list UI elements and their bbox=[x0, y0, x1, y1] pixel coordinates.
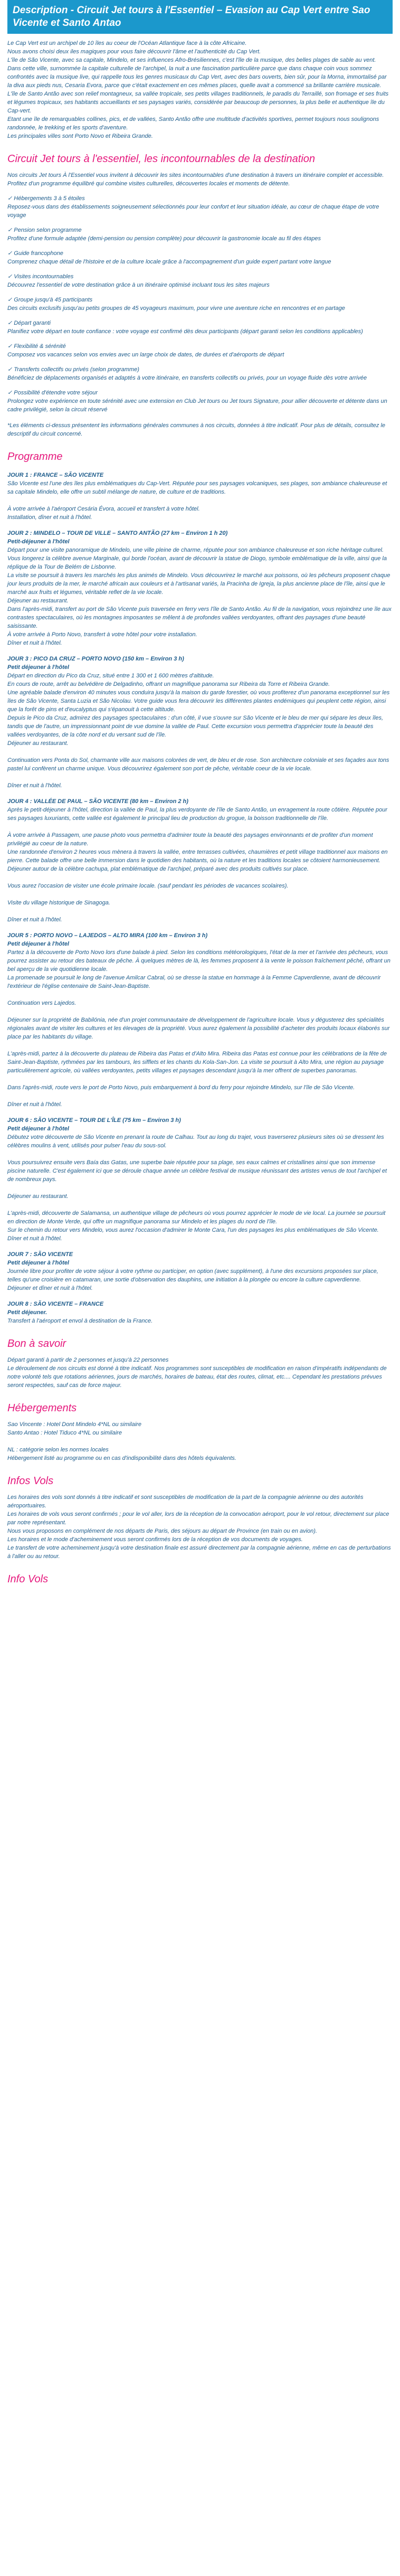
info-vols-heading: Info Vols bbox=[7, 1573, 49, 1585]
bon-savoir-body: Départ garanti à partir de 2 personnes et jusqu'à 22 personnes Le déroulement de nos circuits est donné à titre indicatif. Nos programmes sont susceptibles de modification en raison d'impératifs indépendants de notre volonté tels que rotations aériennes, jours de marchés, horaires de bateau, état des routes, climat, etc.... Cependant les prestations prévues seront respectées, sauf cas de force majeur. bbox=[7, 1357, 387, 1389]
day-title: JOUR 7 : SÃO VICENTE bbox=[7, 1251, 73, 1258]
feature-desc: Profitez d'une formule adaptée (demi-pension ou pension complète) pour découvrir la gastronomie locale au fil des étapes bbox=[7, 235, 321, 242]
essentials-heading: Circuit Jet tours à l'essentiel, les incontournables de la destination bbox=[7, 153, 316, 165]
feature-title: ✓ Guide francophone bbox=[7, 250, 63, 257]
day-body: Débutez votre découverte de São Vicente en prenant la route de Calhau. Tout au long du trajet, vous traverserez plusieurs sites où se dressent les célèbres moulins à vent, utilisés pour pulser l'eau du sous-sol. Vous poursuivrez ensuite vers Baía das Gatas, une superbe baie réputée pour sa plage, ses eaux calmes et cristallines ainsi que son immense piscine naturelle. C'est également ici que se déroule chaque année un célèbre festival de musique réunissant des artistes venus de tout l'archipel et de nombreux pays. Déjeuner au restaurant. L'après-midi, découverte de Salamansa, un authentique village de pêcheurs où vous pourrez apprécier le mode de vie local. La journée se poursuit en direction de Monte Verde, qui offre un magnifique panorama sur Mindelo et les plages du nord de l'île. Sur le chemin du retour vers Mindelo, vous aurez l'occasion d'admirer le Monte Cara, l'un des paysages les plus emblématiques de São Vicente. Dîner et nuit à l'hôtel. bbox=[7, 1134, 387, 1242]
feature-title: ✓ Hébergements 3 à 5 étoiles bbox=[7, 195, 85, 202]
day-subtitle: Petit-déjeuner à l'hôtel bbox=[7, 539, 70, 545]
day-title: JOUR 3 : PICO DA CRUZ – PORTO NOVO (150 km – Environ 3 h) bbox=[7, 656, 184, 662]
day-block bbox=[7, 529, 393, 647]
day-body: Partez à la découverte de Porto Novo lors d'une balade à pied. Selon les conditions météorologiques, l'état de la mer et l'arrivée des pêcheurs, vous pourrez assister au retour des bateaux de pêche. À quelques mètres de là, les femmes proposent à la vente le poisson fraîchement pêché, offrant un bel aperçu de la vie quotidienne locale. La promenade se poursuit le long de l'avenue Amilcar Cabral, où se dresse la statue en hommage à la Femme Capverdienne, avant de découvrir l'extérieur de l'église centenaire de Saint-Jean-Baptiste. Continuation vers Lajedos. Déjeuner sur la propriété de Babilónia, née d'un projet communautaire de développement de l'agriculture locale. Vous y dégusterez des spécialités régionales avant de visiter les cultures et les élevages de la propriété. Vous aurez également la possibilité d'acheter des produits locaux élaborés sur place par les habitants du village. L'après-midi, partez à la découverte du plateau de Ribeira das Patas et d'Alto Mira. Ribeira das Patas est connue pour les célébrations de la fête de Saint-Jean-Baptiste, rythmées par les tambours, les sifflets et les chants du Kola-San-Jon. La visite se poursuit à Alto Mira, une région au paysage particulièrement agricole, où vallées verdoyantes, petits villages et paysages descendant jusqu'à la mer offrent de superbes panoramas. Dans l'après-midi, route vers le port de Porto Novo, puis embarquement à bord du ferry pour rejoindre Mindelo, sur l'île de São Vicente. Dîner et nuit à l'hôtel. bbox=[7, 949, 391, 1108]
feature-title: ✓ Départ garanti bbox=[7, 320, 51, 326]
day-block bbox=[7, 1116, 393, 1243]
day-title: JOUR 1 : FRANCE – SÃO VICENTE bbox=[7, 472, 104, 478]
day-block bbox=[7, 1250, 393, 1292]
day-title: JOUR 2 : MINDELO – TOUR DE VILLE – SANTO ANTÃO (27 km – Environ 1 h 20) bbox=[7, 530, 228, 536]
feature-title: ✓ Visites incontournables bbox=[7, 273, 74, 280]
day-title: JOUR 5 : PORTO NOVO – LAJEDOS – ALTO MIRA (100 km – Environ 3 h) bbox=[7, 932, 208, 939]
infos-vols-heading: Infos Vols bbox=[7, 1475, 54, 1487]
feature-desc: Découvrez l'essentiel de votre destination grâce à un itinéraire optimisé incluant tous les sites majeurs bbox=[7, 282, 270, 288]
intro-paragraph: Les principales villes sont Porto Novo et Ribeira Grande. bbox=[7, 133, 153, 139]
essentials-note: *Les éléments ci-dessus présentent les informations générales communes à nos circuits, données à titre indicatif. Pour plus de détails, consultez le descriptif du circuit concerné. bbox=[7, 422, 385, 437]
feature-title: ✓ Possibilité d'étendre votre séjour bbox=[7, 390, 98, 396]
programme-heading: Programme bbox=[7, 451, 63, 463]
day-block bbox=[7, 471, 393, 522]
day-subtitle: Petit déjeuner à l'hôtel bbox=[7, 1126, 69, 1132]
day-block bbox=[7, 797, 393, 924]
essentials-intro: Nos circuits Jet tours À l'Essentiel vous invitent à découvrir les sites incontournables d'une destination à travers un itinéraire complet et accessible. Profitez d'un programme équilibré qui combine visites culturelles, découvertes locales et moments de détente. bbox=[7, 172, 384, 187]
day-block bbox=[7, 931, 393, 1109]
feature-desc: Bénéficiez de déplacements organisés et adaptés à votre itinéraire, en transferts collectifs ou privés, pour un voyage fluide dès votre arrivée bbox=[7, 375, 367, 381]
day-body: Journée libre pour profiter de votre séjour à votre rythme ou participer, en option (avec supplément), à l'une des excursions proposées sur place, telles qu'une croisière en catamaran, une sortie d'observation des dauphins, une initiation à la plongée ou encore la culture capverdienne. Déjeuner et dîner et nuit à l'hôtel. bbox=[7, 1268, 378, 1291]
programme-days bbox=[7, 471, 393, 1325]
day-body: Départ en direction du Pico da Cruz, situé entre 1 300 et 1 600 mètres d'altitude. En cours de route, arrêt au belvédère de Delgadinho, offrant un magnifique panorama sur Ribeira da Torre et Ribeira Grande. Une agréable balade d'environ 40 minutes vous conduira jusqu'à la maison du garde forestier, où vous profiterez d'un panorama exceptionnel sur les îles de São Vicente, Santa Luzia et São Nicolau. Votre guide vous fera découvrir les différentes plantes endémiques qui peuplent cette région, ainsi que la forêt de pins et d'eucalyptus qui s'épanouit à cette altitude. Depuis le Pico da Cruz, admirez des paysages spectaculaires : d'un côté, il vue s'ouvre sur São Vicente et le bleu de mer qui sépare les deux îles, tandis que de l'autre, un impressionnant point de vue domine la vallée de Paul. Cette excursion vous permettra d'apprécier toute la beauté des vallées verdoyantes, de la côte nord et du versant sud de l'île. Déjeuner au restaurant. Continuation vers Ponta do Sol, charmante ville aux maisons colorées de vert, de bleu et de rose. Son architecture coloniale et ses façades aux tons pastel lui confèrent un charme unique. Vous découvrirez également son port de pêche, véritable coeur de la vie locale. Dîner et nuit à l'hôtel. bbox=[7, 673, 390, 789]
bon-savoir-heading: Bon à savoir bbox=[7, 1338, 66, 1350]
day-body: São Vicente est l'une des îles plus emblématiques du Cap-Vert. Réputée pour ses paysages volcaniques, ses plages, son ambiance chaleureuse et sa capitale Mindelo, elle offre un subtil mélange de nature, de culture et de traditions. À votre arrivée à l'aéroport Cesária Évora, accueil et transfert à votre hôtel. Installation, dîner et nuit à l'hôtel. bbox=[7, 480, 387, 521]
day-body: Départ pour une visite panoramique de Mindelo, une ville pleine de charme, réputée pour son ambiance chaleureuse et son riche héritage culturel. Vous longerez la célèbre avenue Marginale, qui borde l'océan, avant de découvrir la statue de Diogo, symbole emblématique de la ville, ainsi que la réplique de la Tour de Belém de Lisbonne. La visite se poursuit à travers les marchés les plus animés de Mindelo. Vous découvrirez le marché aux poissons, où les pêcheurs proposent chaque jour leurs produits de la mer, le marché africain aux couleurs et à l'artisanat variés, la Pracinha de Igreja, la plus ancienne place de l'île, ainsi que le marché aux fruits et légumes, véritable reflet de la vie locale. Déjeuner au restaurant. Dans l'après-midi, transfert au port de São Vicente puis traversée en ferry vers l'île de Santo Antão. Au fil de la navigation, vous rejoindrez une île aux contrastes spectaculaires, où les montagnes imposantes se mêlent à de profondes vallées verdoyantes, offrant des paysages d'une beauté saisissante. À votre arrivée à Porto Novo, transfert à votre hôtel pour votre installation. Dîner et nuit à l'hôtel. bbox=[7, 547, 392, 646]
feature-desc: Reposez-vous dans des établissements soigneusement sélectionnés pour leur confort et leur situation idéale, au cœur de chaque étape de votre voyage bbox=[7, 204, 379, 219]
intro-paragraph: Le Cap Vert est un archipel de 10 îles au coeur de l'Océan Atlantique face à la côte Africaine. bbox=[7, 40, 247, 46]
intro-section bbox=[7, 39, 393, 140]
day-title: JOUR 8 : SÃO VICENTE – FRANCE bbox=[7, 1301, 104, 1307]
day-subtitle: Petit déjeuner à l'hôtel bbox=[7, 941, 69, 947]
infos-vols-body: Les horaires des vols sont donnés à titre indicatif et sont susceptibles de modification de la part de la compagnie aérienne ou des autorités aéroportuaires. Les horaires de vols vous seront confirmés ; pour le vol aller, lors de la réception de la convocation aéroport, pour le vol retour, directement sur place par notre représentant. Nous vous proposons en complément de nos départs de Paris, des séjours au départ de Province (en train ou en avion). Les horaires et le mode d'acheminement vous seront confirmés lors de la réception de vos documents de voyages. Le transfert de votre acheminement jusqu'à votre destination finale est assuré directement par la compagnie aérienne, même en cas de perturbations à l'aller ou au retour. bbox=[7, 1494, 391, 1560]
day-title: JOUR 6 : SÃO VICENTE – TOUR DE L'ÎLE (75 km – Environ 3 h) bbox=[7, 1117, 181, 1124]
day-body: Transfert à l'aéroport et envol à destination de la France. bbox=[7, 1318, 153, 1324]
feature-desc: Comprenez chaque détail de l'histoire et de la culture locale grâce à l'accompagnement d'un guide expert partant votre langue bbox=[7, 259, 331, 265]
feature-desc: Des circuits exclusifs jusqu'au petits groupes de 45 voyageurs maximum, pour vivre une aventure riche en rencontres et en partage bbox=[7, 305, 345, 312]
intro-paragraph: Nous avons choisi deux iles magiques pour vous faire découvrir l'âme et l'authenticité du Cap Vert. bbox=[7, 49, 261, 55]
feature-title: ✓ Pension selon programme bbox=[7, 227, 82, 233]
day-title: JOUR 4 : VALLÉE DE PAUL – SÃO VICENTE (80 km – Environ 2 h) bbox=[7, 798, 188, 805]
feature-title: ✓ Transferts collectifs ou privés (selon programme) bbox=[7, 366, 139, 373]
intro-paragraph: Etant une île de remarquables collines, pics, et de vallées, Santo Antão offre une multitude d'activités sportives, permet toujours nous soulignons randonnée, le trekking et les sports d'aventure. bbox=[7, 116, 379, 131]
feature-title: ✓ Flexibilité & sérénité bbox=[7, 343, 66, 350]
feature-desc: Planifiez votre départ en toute confiance : votre voyage est confirmé dès deux participants (départ garanti selon les conditions applicables) bbox=[7, 328, 363, 335]
intro-paragraph: L'île de São Vicente, avec sa capitale, Mindelo, et ses influences Afro-Brésiliennes, c'est l'île de la musique, des belles plages de sable au vent. bbox=[7, 57, 376, 63]
day-subtitle: Petit déjeuner à l'hôtel bbox=[7, 1260, 69, 1266]
features-list bbox=[7, 194, 393, 414]
intro-paragraph: L'île de Santo Antão avec son relief montagneux, sa vallée tropicale, ses petits villages traditionnels, le paradis du Terraillé, son fromage et ses fruits et légumes tropicaux, ses habitants accueillants et ses paysages variés, considérée par beaucoup de personnes, la plus belle et authentique île du Cap-vert. bbox=[7, 91, 389, 114]
feature-desc: Composez vos vacances selon vos envies avec un large choix de dates, de durées et d'aéroports de départ bbox=[7, 352, 284, 358]
intro-paragraph: Dans cette ville, surnommée la capitale culturelle de l'archipel, la nuit a une fascination particulière parce que dans chaque coin vous sommez confrontés avec la musique live, qui rappelle tous les genres musicaux du Cap Vert, avec des bars ouverts, bien sûr, pour la Morna, immortalisé par la diva aux pieds nus, Cesaria Evora, parce que c'était exactement en ces mêmes places, quelle avait a commencé sa brillante carrière musicale. bbox=[7, 65, 387, 89]
day-body: Après le petit-déjeuner à l'hôtel, direction la vallée de Paul, la plus verdoyante de l'île de Santo Antão, un enragement la route côtière. Réputée pour ses paysages luxuriants, cette vallée est également le principal lieu de production du grogue, la boisson traditionnelle de l'île. À votre arrivée à Passagem, une pause photo vous permettra d'admirer toute la beauté des paysages environnants et de profiter d'un moment privilégié au coeur de la nature. Une randonnée d'environ 2 heures vous mènera à travers la vallée, entre terrasses cultivées, chaumières et petit village traditionnel aux maisons en pierre. Cette balade offre une belle immersion dans le quotidien des habitants, où la nature et les traditions locales se côtoient harmonieusement. Déjeuner autour de la célèbre cachupa, plat emblématique de l'archipel, préparé avec des produits cultivés sur place. Vous aurez l'occasion de visiter une école primaire locale. (sauf pendant les périodes de vacances scolaires). Visite du village historique de Sinagoga. Dîner et nuit à l'hôtel. bbox=[7, 807, 388, 923]
day-subtitle: Petit déjeuner. bbox=[7, 1309, 47, 1316]
page-title: Description - Circuit Jet tours à l'Essentiel – Evasion au Cap Vert entre Sao Vicente et Santo Antao bbox=[7, 0, 393, 34]
day-block bbox=[7, 655, 393, 790]
hebergements-heading: Hébergements bbox=[7, 1402, 77, 1414]
hebergements-body: Sao Vincente : Hotel Dont Mindelo 4*NL ou similaire Santo Antao : Hotel Tiduco 4*NL ou similaire NL : catégorie selon les normes locales Hébergement listé au programme ou en cas d'indisponibilité dans des hôtels équivalents. bbox=[7, 1421, 236, 1461]
feature-title: ✓ Groupe jusqu'à 45 participants bbox=[7, 297, 93, 303]
feature-desc: Prolongez votre expérience en toute sérénité avec une extension en Club Jet tours ou Jet tours Signature, pour allier découverte et détente dans un cadre privilégié, selon la circuit réservé bbox=[7, 398, 387, 413]
day-block bbox=[7, 1300, 393, 1325]
day-subtitle: Petit déjeuner à l'hôtel bbox=[7, 664, 69, 671]
